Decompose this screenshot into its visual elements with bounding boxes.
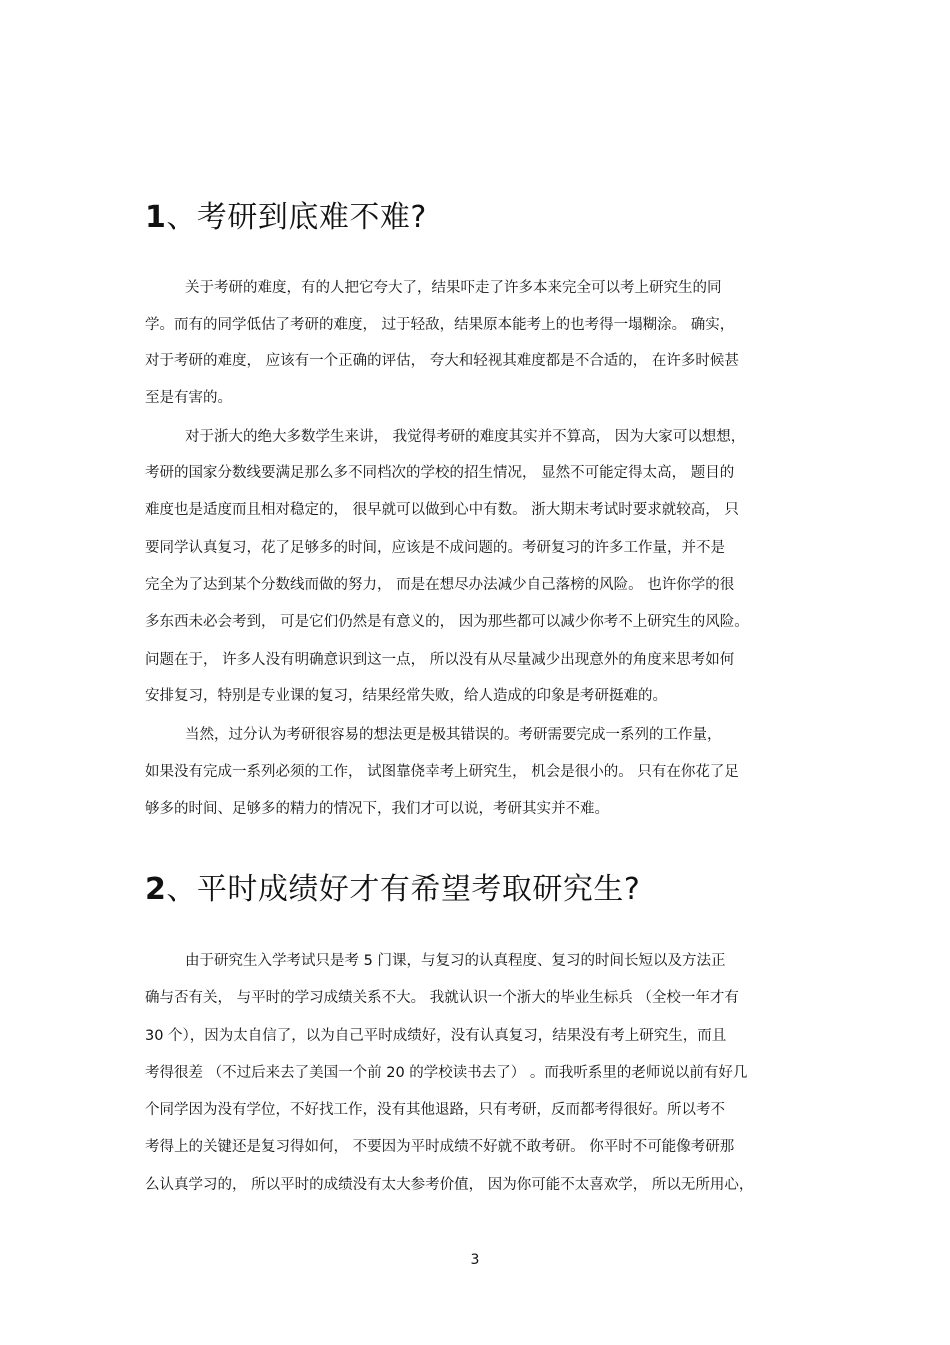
text-line: 确与否有关， 与平时的学习成绩关系不大。 我就认识一个浙大的毕业生标兵 （全校一年才有 bbox=[145, 990, 739, 1006]
text-line: 难度也是适度而且相对稳定的， 很早就可以做到心中有数。 浙大期末考试时要求就较高， 只 bbox=[145, 502, 739, 518]
text-line: 要同学认真复习，花了足够多的时间，应该是不成问题的。考研复习的许多工作量，并不是 bbox=[145, 540, 725, 556]
text-line: 个同学因为没有学位，不好找工作，没有其他退路，只有考研，反而都考得很好。所以考不 bbox=[145, 1102, 725, 1118]
text-line: 30 个），因为太自信了，以为自己平时成绩好，没有认真复习，结果没有考上研究生，而且 bbox=[145, 1028, 727, 1044]
section-2-title: 、平时成绩好才有希望考取研究生? bbox=[166, 872, 641, 907]
page-number: 3 bbox=[470, 1252, 480, 1268]
text-line: 关于考研的难度，有的人把它夸大了，结果吓走了许多本来完全可以考上研究生的同 bbox=[185, 280, 722, 296]
text-line: 么认真学习的， 所以平时的成绩没有太大参考价值， 因为你可能不太喜欢学， 所以无所用心， bbox=[145, 1177, 754, 1193]
text-line: 至是有害的。 bbox=[145, 390, 232, 406]
section-1-heading bbox=[145, 198, 427, 238]
text-line: 学。而有的同学低估了考研的难度， 过于轻敌，结果原本能考上的也考得一塌糊涂。 确实， bbox=[145, 317, 735, 333]
text-line: 完全为了达到某个分数线而做的努力， 而是在想尽办法减少自己落榜的风险。 也许你学的很 bbox=[145, 577, 735, 593]
section-2-number: 2 bbox=[145, 872, 167, 907]
text-line: 够多的时间、足够多的精力的情况下，我们才可以说，考研其实并不难。 bbox=[145, 801, 609, 817]
text-line: 对于考研的难度， 应该有一个正确的评估， 夸大和轻视其难度都是不合适的， 在许多时候甚 bbox=[145, 353, 739, 369]
text-line: 由于研究生入学考试只是考 5 门课，与复习的认真程度、复习的时间长短以及方法正 bbox=[185, 953, 726, 969]
section-1-number: 1 bbox=[145, 200, 167, 235]
text-line: 对于浙大的绝大多数学生来讲， 我觉得考研的难度其实并不算高， 因为大家可以想想， bbox=[185, 429, 746, 445]
text-line: 考研的国家分数线要满足那么多不同档次的学校的招生情况， 显然不可能定得太高， 题目的 bbox=[145, 465, 735, 481]
text-line: 当然，过分认为考研很容易的想法更是极其错误的。考研需要完成一系列的工作量， bbox=[185, 727, 722, 743]
text-line: 问题在于， 许多人没有明确意识到这一点， 所以没有从尽量减少出现意外的角度来思考如何 bbox=[145, 652, 735, 668]
section-2-heading bbox=[145, 870, 640, 910]
section-1-title: 、考研到底难不难? bbox=[166, 200, 427, 235]
text-line: 多东西未必会考到， 可是它们仍然是有意义的， 因为那些都可以减少你考不上研究生的风险。 bbox=[145, 614, 749, 630]
text-line: 安排复习，特别是专业课的复习，结果经常失败，给人造成的印象是考研挺难的。 bbox=[145, 688, 667, 704]
text-line: 考得很差 （不过后来去了美国一个前 20 的学校读书去了） 。而我听系里的老师说以前有好几 bbox=[145, 1065, 748, 1081]
text-line: 考得上的关键还是复习得如何， 不要因为平时成绩不好就不敢考研。 你平时不可能像考研那 bbox=[145, 1139, 735, 1155]
text-line: 如果没有完成一系列必须的工作， 试图靠侥幸考上研究生， 机会是很小的。 只有在你花了足 bbox=[145, 764, 739, 780]
